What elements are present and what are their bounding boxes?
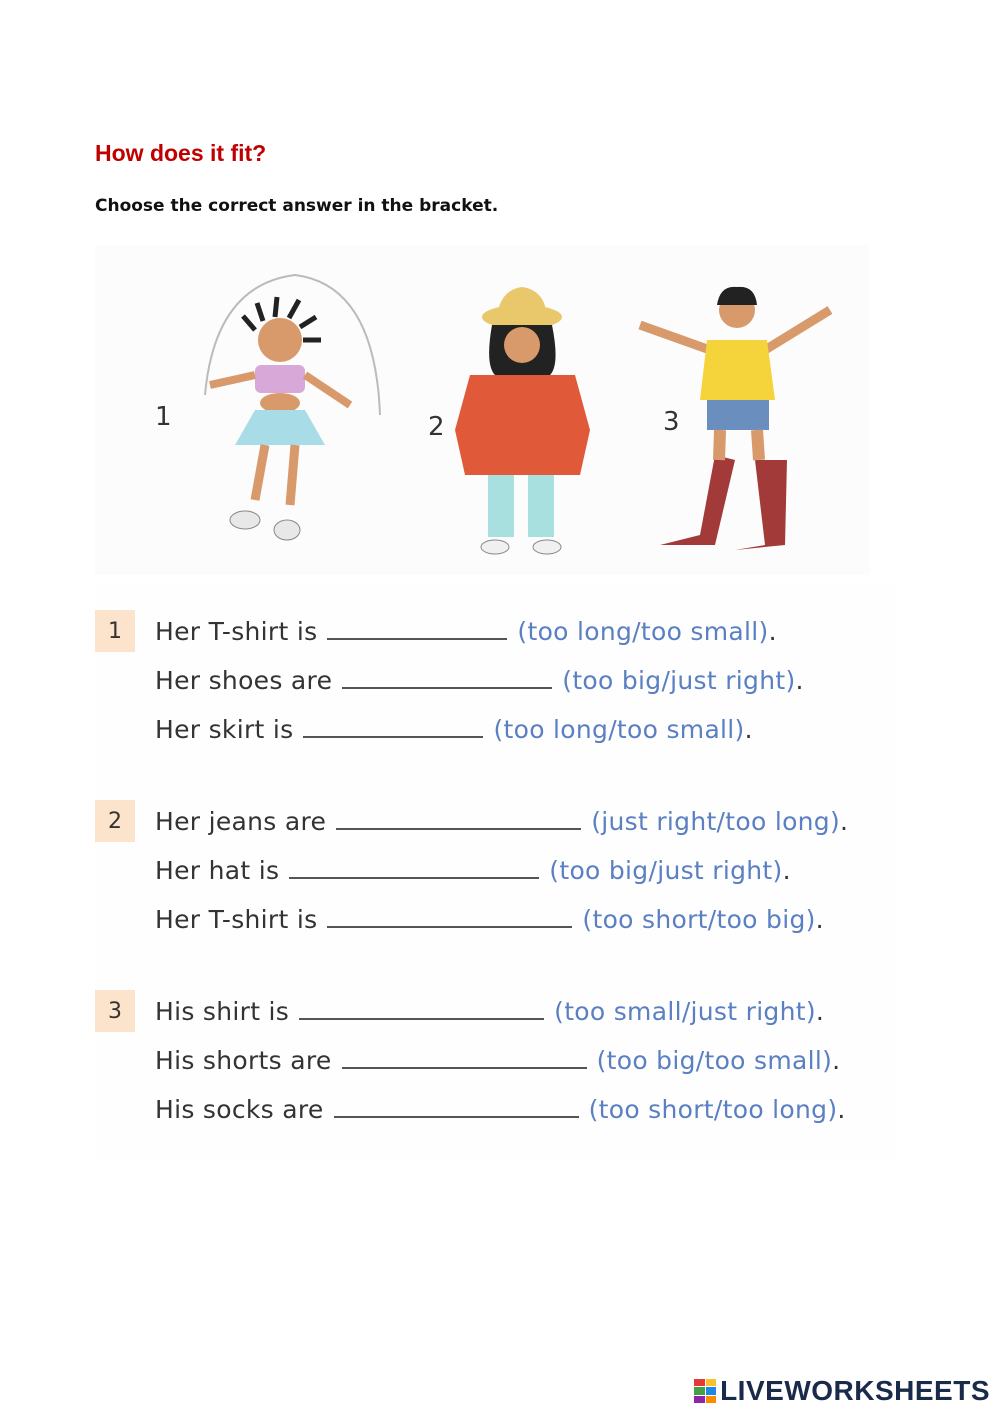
sentence-stem: Her skirt is	[155, 715, 294, 744]
logo-tile	[706, 1387, 717, 1394]
group-number-badge: 3	[95, 990, 135, 1032]
sentence-row: Her T-shirt is (too short/too big) .	[155, 898, 824, 934]
sentence-row: His socks are (too short/too long) .	[155, 1088, 845, 1124]
answer-options: (too short/too long)	[588, 1095, 838, 1124]
figure-label-2: 2	[428, 412, 445, 442]
sentence-stem: Her jeans are	[155, 807, 327, 836]
sentence-stem: Her shoes are	[155, 666, 333, 695]
logo-text: LIVEWORKSHEETS	[720, 1375, 990, 1406]
answer-options: (too long/too small)	[517, 617, 769, 646]
answer-options: (too short/too big)	[582, 905, 816, 934]
answer-blank[interactable]	[289, 853, 539, 879]
answer-options: (too big/just right)	[562, 666, 796, 695]
answer-blank[interactable]	[336, 804, 581, 830]
answer-blank[interactable]	[327, 614, 507, 640]
answer-blank[interactable]	[342, 663, 552, 689]
liveworksheets-logo	[694, 1375, 990, 1407]
sentence-row: Her hat is (too big/just right) .	[155, 849, 791, 885]
answer-options: (too small/just right)	[554, 997, 816, 1026]
instructions: Choose the correct answer in the bracket.	[95, 196, 499, 216]
answer-options: (too big/just right)	[549, 856, 783, 885]
group-number-badge: 1	[95, 610, 135, 652]
figure-label-1: 1	[155, 402, 172, 432]
sentence-row: His shorts are (too big/too small) .	[155, 1039, 840, 1075]
sentence-row: His shirt is (too small/just right) .	[155, 990, 824, 1026]
sentence-row: Her shoes are (too big/just right) .	[155, 659, 803, 695]
sentence-row: Her T-shirt is (too long/too small) .	[155, 610, 777, 646]
answer-blank[interactable]	[299, 994, 544, 1020]
logo-tile	[694, 1396, 705, 1403]
sentence-stem: His shorts are	[155, 1046, 332, 1075]
sentence-row: Her skirt is (too long/too small) .	[155, 708, 753, 744]
group-number-badge: 2	[95, 800, 135, 842]
logo-tile	[694, 1379, 705, 1386]
sentence-stem: Her T-shirt is	[155, 905, 318, 934]
sentence-stem: Her hat is	[155, 856, 280, 885]
figure-label-3: 3	[663, 407, 680, 437]
answer-blank[interactable]	[303, 712, 483, 738]
answer-options: (too big/too small)	[596, 1046, 833, 1075]
sentence-stem: Her T-shirt is	[155, 617, 318, 646]
answer-blank[interactable]	[342, 1043, 587, 1069]
answer-options: (too long/too small)	[493, 715, 745, 744]
sentence-stem: His shirt is	[155, 997, 290, 1026]
logo-tile	[694, 1387, 705, 1394]
logo-tile	[706, 1379, 717, 1386]
answer-blank[interactable]	[327, 902, 572, 928]
children-illustration	[95, 245, 870, 575]
sentence-stem: His socks are	[155, 1095, 324, 1124]
worksheet-title: How does it fit?	[95, 140, 267, 166]
answer-options: (just right/too long)	[591, 807, 841, 836]
logo-tile	[706, 1396, 717, 1403]
exercise-area	[95, 585, 895, 1160]
logo-mark-icon	[694, 1379, 716, 1403]
answer-blank[interactable]	[334, 1092, 579, 1118]
sentence-row: Her jeans are (just right/too long) .	[155, 800, 848, 836]
